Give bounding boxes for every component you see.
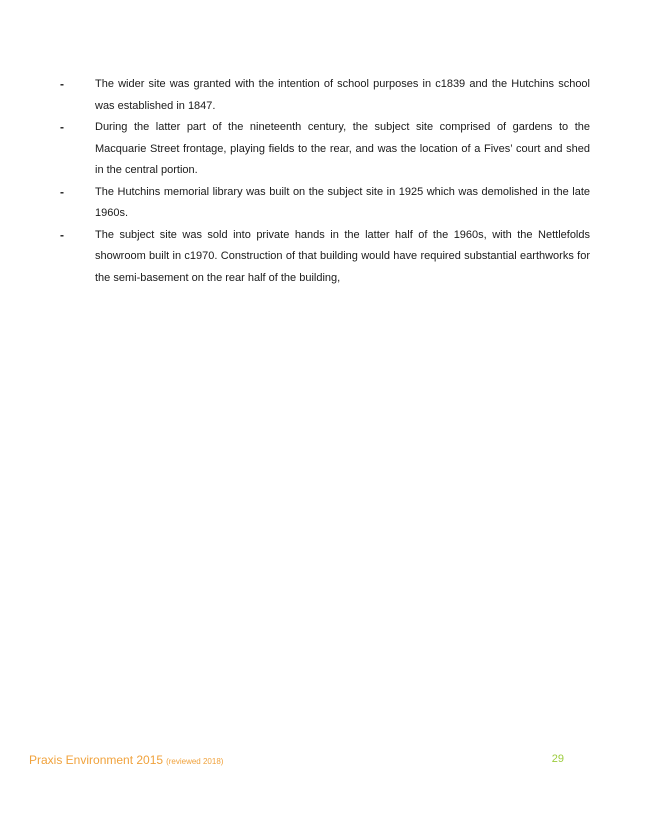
bullet-marker: - <box>60 227 64 242</box>
bullet-text: The Hutchins memorial library was built on the subject site in 1925 which was demolished in the late 1960s. <box>95 185 590 219</box>
bullet-marker: - <box>60 120 64 134</box>
bullet-marker: - <box>60 77 64 91</box>
list-item <box>58 74 590 117</box>
bullet-marker: - <box>60 184 64 199</box>
bullet-text: The wider site was granted with the intention of school purposes in c1839 and the Hutchins school was established in 1847. <box>95 78 590 112</box>
page-footer <box>29 753 569 773</box>
list-item <box>58 117 590 182</box>
bullet-text: The subject site was sold into private hands in the latter half of the 1960s, with the Nettlefolds showroom built in c1970. Construction of that building would have required substantial earthworks for the semi-basement on the rear half of the building, <box>95 228 590 284</box>
list-item <box>58 225 590 290</box>
list-item <box>58 182 590 225</box>
footer-title <box>29 753 223 767</box>
page-number: 29 <box>551 753 564 765</box>
bullet-list <box>58 74 590 289</box>
footer-title-text: Praxis Environment 2015 <box>29 753 164 767</box>
footer-note: (reviewed 2018) <box>166 757 224 766</box>
bullet-text: During the latter part of the nineteenth century, the subject site comprised of gardens to the Macquarie Street frontage, playing fields to the rear, and was the location of a Fives’ court and shed in the central portion. <box>95 121 590 176</box>
